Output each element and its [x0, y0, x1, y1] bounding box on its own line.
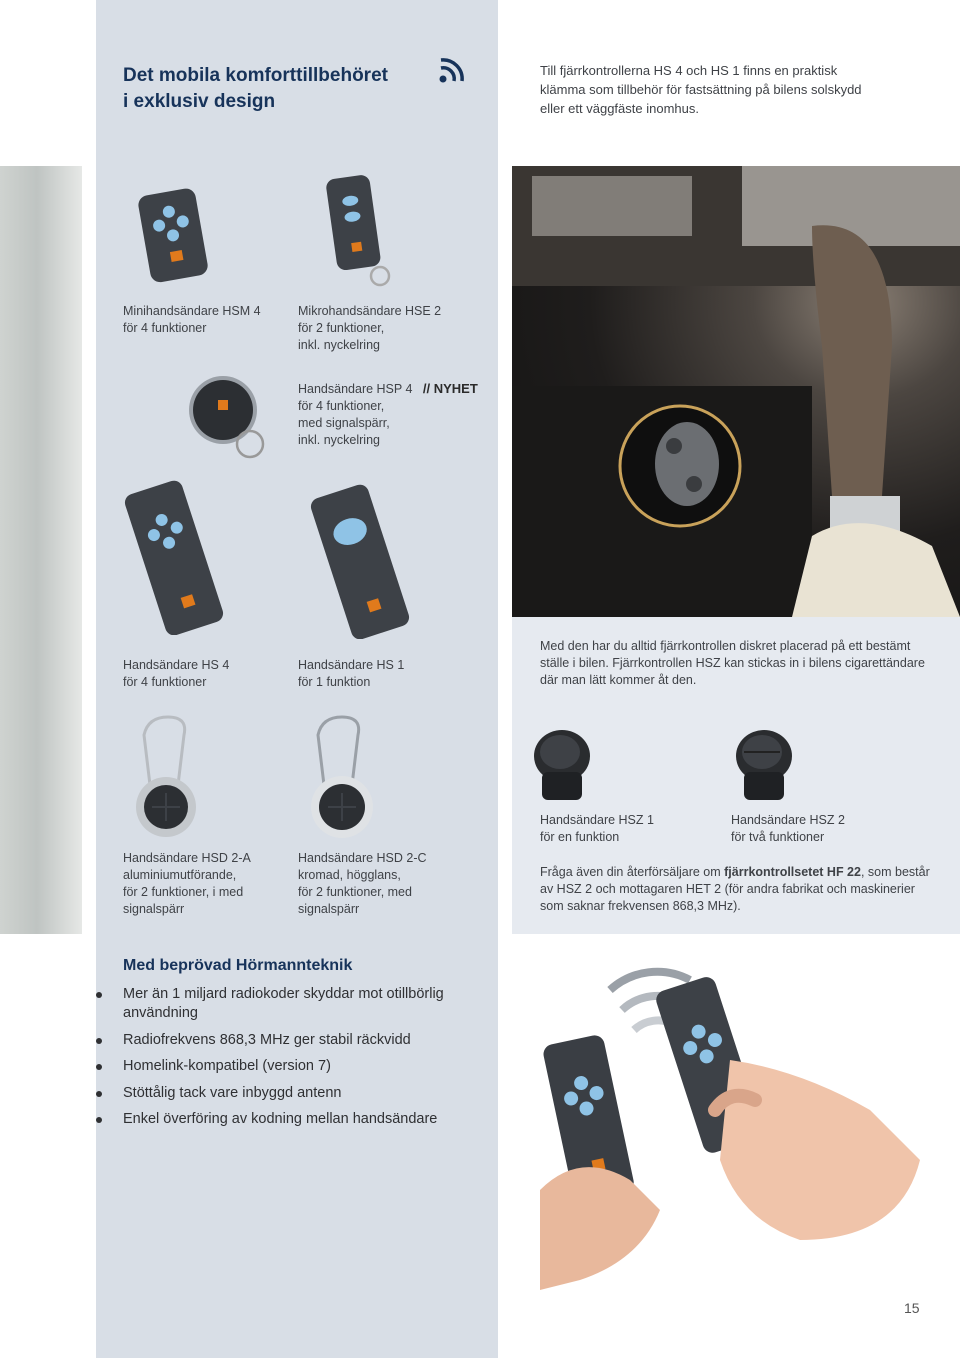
hsz1-caption: [540, 812, 654, 846]
caption-line: Handsändare HSD 2-C: [298, 851, 427, 865]
caption-line: signalspärr: [298, 902, 360, 916]
hf22-product-name: fjärrkontrollsetet HF 22: [724, 865, 861, 879]
radio-signal-icon: [438, 56, 468, 84]
intro-text: [540, 61, 940, 118]
bullet-dot: [96, 1038, 102, 1044]
caption-line: Handsändare HSZ 1: [540, 813, 654, 827]
car-caption-line: ställe i bilen. Fjärrkontrollen HSZ kan stickas in i bilens cigarettändare: [540, 656, 925, 670]
car-caption-line: där man lätt kommer åt den.: [540, 673, 697, 687]
hsm4-remote-image: [130, 185, 220, 285]
features-title: Med beprövad Hörmannteknik: [123, 957, 353, 974]
list-item: [96, 985, 496, 1023]
caption-line: med signalspärr,: [298, 416, 390, 430]
page-title-line2: i exklusiv design: [123, 91, 276, 112]
car-caption: [540, 638, 925, 689]
nyhet-badge: // NYHET: [422, 381, 478, 396]
hsz1-remote-image: [528, 726, 598, 806]
hs4-caption: [123, 657, 229, 691]
hf22-note-text: Fråga även din återförsäljare om: [540, 865, 725, 879]
intro-line: klämma som tillbehör för fastsättning på bilens solskydd: [540, 82, 862, 97]
hsz2-caption: [731, 812, 845, 846]
interior-photo-strip: [0, 166, 82, 934]
caption-line: för 2 funktioner, i med: [123, 885, 244, 899]
car-interior-photo: [512, 166, 960, 617]
feature-text: Enkel överföring av kodning mellan handsändare: [123, 1111, 438, 1127]
bullet-dot: [96, 1091, 102, 1097]
feature-text: Mer än 1 miljard radiokoder skyddar mot otillbörlig: [123, 986, 444, 1002]
list-item: [96, 1031, 496, 1050]
caption-line: kromad, högglans,: [298, 868, 401, 882]
caption-line: för 4 funktioner: [123, 675, 207, 689]
caption-line: för 2 funktioner, med: [298, 885, 412, 899]
caption-line: signalspärr: [123, 902, 185, 916]
hsd2c-remote-image: [300, 715, 390, 840]
bullet-dot: [96, 1117, 102, 1123]
hf22-note-text: , som består: [860, 865, 930, 879]
hse2-remote-image: [318, 172, 398, 290]
caption-line: Mikrohandsändare HSE 2: [298, 304, 442, 318]
list-item: [96, 1084, 496, 1103]
caption-line: Minihandsändare HSM 4: [123, 304, 261, 318]
hs1-remote-image: [298, 484, 423, 639]
page-title-line1: Det mobila komforttillbehöret: [123, 65, 388, 86]
hf22-note-line: som saknar frekvensen 868,3 MHz).: [540, 899, 741, 913]
page-number: 15: [904, 1300, 920, 1316]
hf22-note: [540, 864, 940, 915]
feature-text: användning: [123, 1005, 198, 1021]
intro-line: Till fjärrkontrollerna HS 4 och HS 1 finns en praktisk: [540, 63, 838, 78]
hse2-caption: [298, 303, 441, 354]
caption-line: för 4 funktioner,: [298, 399, 385, 413]
caption-line: inkl. nyckelring: [298, 338, 380, 352]
hs1-caption: [298, 657, 404, 691]
feature-text: Stöttålig tack vare inbyggd antenn: [123, 1084, 342, 1101]
caption-line: inkl. nyckelring: [298, 433, 380, 447]
caption-line: för 1 funktion: [298, 675, 371, 689]
caption-line: Handsändare HS 1: [298, 658, 405, 672]
feature-text: Homelink-kompatibel (version 7): [123, 1058, 331, 1074]
hsm4-caption: [123, 303, 261, 337]
caption-line: Handsändare HSZ 2: [731, 813, 845, 827]
caption-line: för en funktion: [540, 830, 620, 844]
list-item: [96, 1057, 496, 1076]
intro-line: eller ett väggfäste inomhus.: [540, 101, 699, 116]
features-list: [96, 985, 496, 1137]
hsd2c-caption: [298, 850, 427, 918]
caption-line: Handsändare HS 4: [123, 658, 230, 672]
feature-text: Radiofrekvens 868,3 MHz ger stabil räckvidd: [123, 1031, 411, 1048]
hsp4-caption: [298, 380, 478, 449]
caption-line: för 4 funktioner: [123, 321, 207, 335]
list-item: [96, 1110, 496, 1129]
hs4-remote-image: [112, 480, 237, 635]
caption-line: Handsändare HSP 4: [298, 382, 413, 396]
hf22-note-line: [540, 864, 940, 881]
hf22-note-line: av HSZ 2 och mottagaren HET 2 (för andra fabrikat och maskinerier: [540, 882, 915, 896]
caption-line: Handsändare HSD 2-A: [123, 851, 251, 865]
caption-line: för 2 funktioner,: [298, 321, 385, 335]
hsd2a-caption: [123, 850, 251, 918]
hsz2-remote-image: [730, 726, 800, 806]
caption-line: för två funktioner: [731, 830, 825, 844]
page-title: [123, 63, 388, 115]
bullet-dot: [96, 1064, 102, 1070]
car-caption-line: Med den har du alltid fjärrkontrollen diskret placerad på ett bestämt: [540, 639, 911, 653]
hsd2a-remote-image: [128, 715, 213, 840]
caption-line: aluminiumutförande,: [123, 868, 237, 882]
hsp4-remote-image: [185, 372, 270, 467]
hands-with-remotes-photo: [540, 960, 940, 1290]
bullet-dot: [96, 992, 102, 998]
